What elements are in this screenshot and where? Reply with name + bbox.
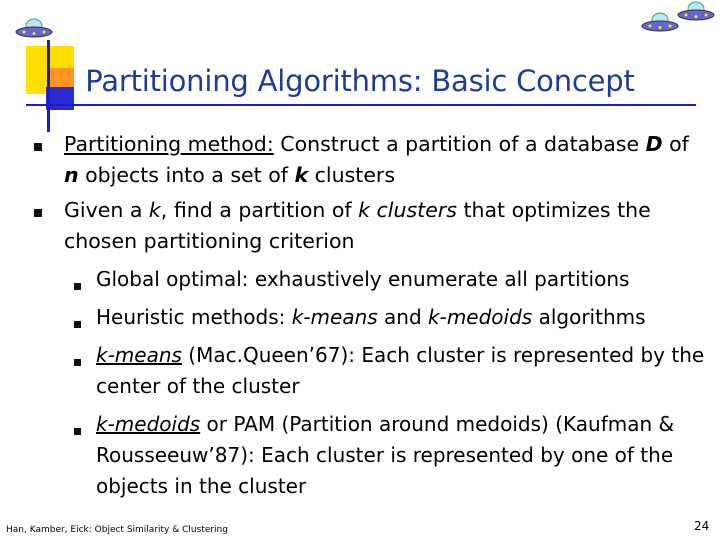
bullet-partitioning-method: Partitioning method: Construct a partition of a database D of n objects into a set of k clusters — [64, 132, 689, 187]
slide-footer: Han, Kamber, Eick: Object Similarity & Clustering — [6, 525, 228, 535]
term-partitioning-method: Partitioning method: — [64, 132, 274, 156]
var-d: D — [645, 132, 663, 156]
slide-title: Partitioning Algorithms: Basic Concept — [85, 64, 635, 98]
page-number: 24 — [694, 519, 710, 533]
flying-saucer-icon — [14, 14, 54, 44]
square-bullet-icon — [74, 428, 81, 435]
square-bullet-icon — [74, 283, 81, 290]
subbullet-k-means: k-means (Mac.Queen’67): Each cluster is represented by the center of the cluster — [96, 343, 705, 398]
var-k: k — [294, 163, 309, 187]
square-bullet-icon — [34, 209, 42, 217]
square-bullet-icon — [74, 359, 81, 366]
title-underline-rule — [26, 104, 696, 106]
bullet-given-k: Given a k, find a partition of k clusters that optimizes the chosen partitioning criterion — [64, 198, 651, 253]
flying-saucer-icon — [640, 10, 680, 36]
subbullet-k-medoids: k-medoids or PAM (Partition around medoids) (Kaufman & Rousseeuw’87): Each cluster is represented by one of the objects in the cluster — [96, 412, 675, 498]
square-bullet-icon — [74, 321, 81, 328]
subbullet-heuristic-methods: Heuristic methods: k-means and k-medoids algorithms — [96, 305, 646, 329]
square-bullet-icon — [34, 143, 42, 151]
var-n: n — [64, 163, 79, 187]
subbullet-global-optimal: Global optimal: exhaustively enumerate all partitions — [96, 267, 630, 291]
flying-saucer-icon — [676, 0, 716, 26]
